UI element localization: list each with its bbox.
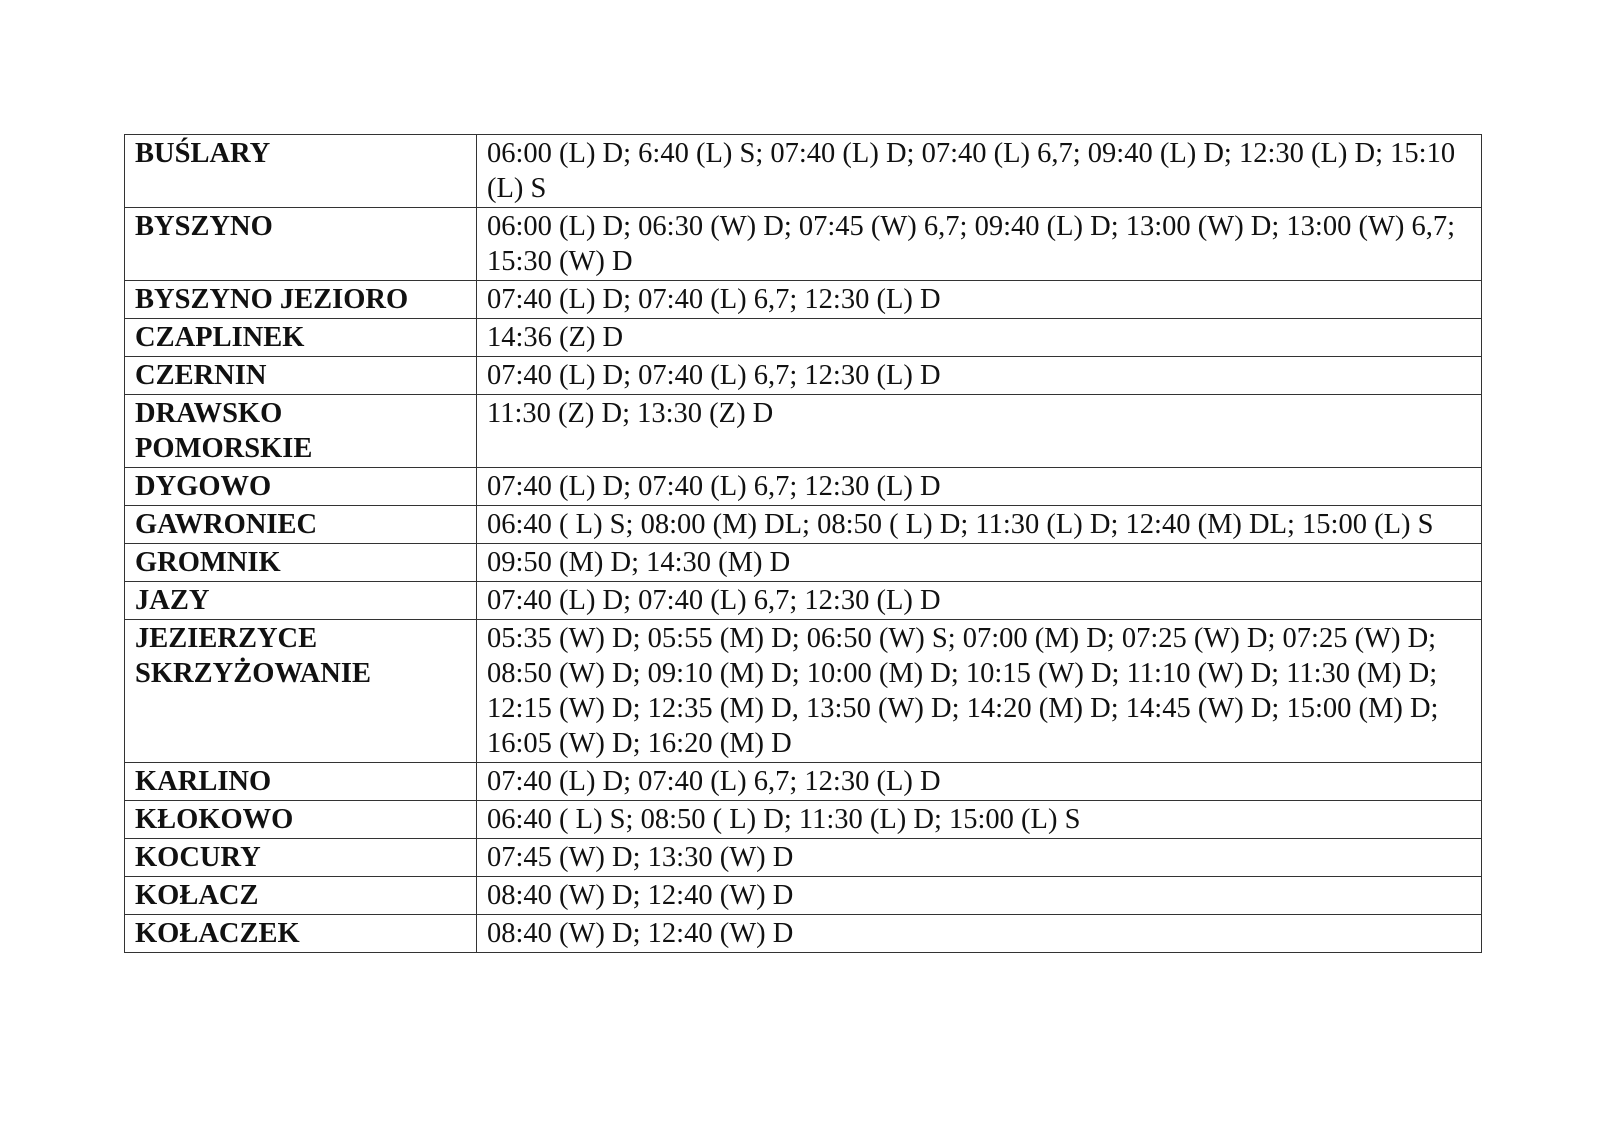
place-name: JEZIERZYCE SKRZYŻOWANIE: [125, 620, 477, 763]
place-name: DYGOWO: [125, 468, 477, 506]
departure-times: 06:40 ( L) S; 08:50 ( L) D; 11:30 (L) D; 15:00 (L) S: [477, 801, 1482, 839]
departure-times: 08:40 (W) D; 12:40 (W) D: [477, 877, 1482, 915]
place-name: BYSZYNO: [125, 208, 477, 281]
table-row: [125, 544, 1482, 582]
place-name: KŁOKOWO: [125, 801, 477, 839]
table-row: [125, 208, 1482, 281]
departure-times: 07:40 (L) D; 07:40 (L) 6,7; 12:30 (L) D: [477, 582, 1482, 620]
departure-times: 07:40 (L) D; 07:40 (L) 6,7; 12:30 (L) D: [477, 468, 1482, 506]
departure-times: 07:40 (L) D; 07:40 (L) 6,7; 12:30 (L) D: [477, 357, 1482, 395]
table-row: [125, 135, 1482, 208]
departure-times: 11:30 (Z) D; 13:30 (Z) D: [477, 395, 1482, 468]
place-name: DRAWSKO POMORSKIE: [125, 395, 477, 468]
place-name: CZAPLINEK: [125, 319, 477, 357]
departure-times: 07:40 (L) D; 07:40 (L) 6,7; 12:30 (L) D: [477, 281, 1482, 319]
place-name: GROMNIK: [125, 544, 477, 582]
table-row: [125, 801, 1482, 839]
place-name: BUŚLARY: [125, 135, 477, 208]
table-row: [125, 915, 1482, 953]
place-name: KOŁACZEK: [125, 915, 477, 953]
table-row: [125, 506, 1482, 544]
schedule-table: [124, 134, 1482, 953]
place-name: GAWRONIEC: [125, 506, 477, 544]
place-name: KOŁACZ: [125, 877, 477, 915]
departure-times: 06:40 ( L) S; 08:00 (M) DL; 08:50 ( L) D; 11:30 (L) D; 12:40 (M) DL; 15:00 (L) S: [477, 506, 1482, 544]
departure-times: 07:40 (L) D; 07:40 (L) 6,7; 12:30 (L) D: [477, 763, 1482, 801]
departure-times: 06:00 (L) D; 6:40 (L) S; 07:40 (L) D; 07:40 (L) 6,7; 09:40 (L) D; 12:30 (L) D; 15:10 (L) S: [477, 135, 1482, 208]
departure-times: 07:45 (W) D; 13:30 (W) D: [477, 839, 1482, 877]
place-name: CZERNIN: [125, 357, 477, 395]
place-name: JAZY: [125, 582, 477, 620]
place-name: KARLINO: [125, 763, 477, 801]
departure-times: 14:36 (Z) D: [477, 319, 1482, 357]
departure-times: 06:00 (L) D; 06:30 (W) D; 07:45 (W) 6,7; 09:40 (L) D; 13:00 (W) D; 13:00 (W) 6,7; 15:30 (W) D: [477, 208, 1482, 281]
table-row: [125, 357, 1482, 395]
departure-times: 08:40 (W) D; 12:40 (W) D: [477, 915, 1482, 953]
departure-times: 05:35 (W) D; 05:55 (M) D; 06:50 (W) S; 07:00 (M) D; 07:25 (W) D; 07:25 (W) D; 08:50 (W) D; 09:10 (M) D; 10:00 (M) D; 10:15 (W) D; 11:10 (W) D; 11:30 (M) D; 12:15 (W) D; 12:35 (M) D, 13:50 (W) D; 14:20 (M) D; 14:45 (W) D; 15:00 (M) D; 16:05 (W) D; 16:20 (M) D: [477, 620, 1482, 763]
table-row: [125, 468, 1482, 506]
table-row: [125, 281, 1482, 319]
table-row: [125, 877, 1482, 915]
table-row: [125, 763, 1482, 801]
place-name: KOCURY: [125, 839, 477, 877]
departure-times: 09:50 (M) D; 14:30 (M) D: [477, 544, 1482, 582]
table-row: [125, 395, 1482, 468]
place-name: BYSZYNO JEZIORO: [125, 281, 477, 319]
table-row: [125, 582, 1482, 620]
table-row: [125, 839, 1482, 877]
table-row: [125, 319, 1482, 357]
table-row: [125, 620, 1482, 763]
